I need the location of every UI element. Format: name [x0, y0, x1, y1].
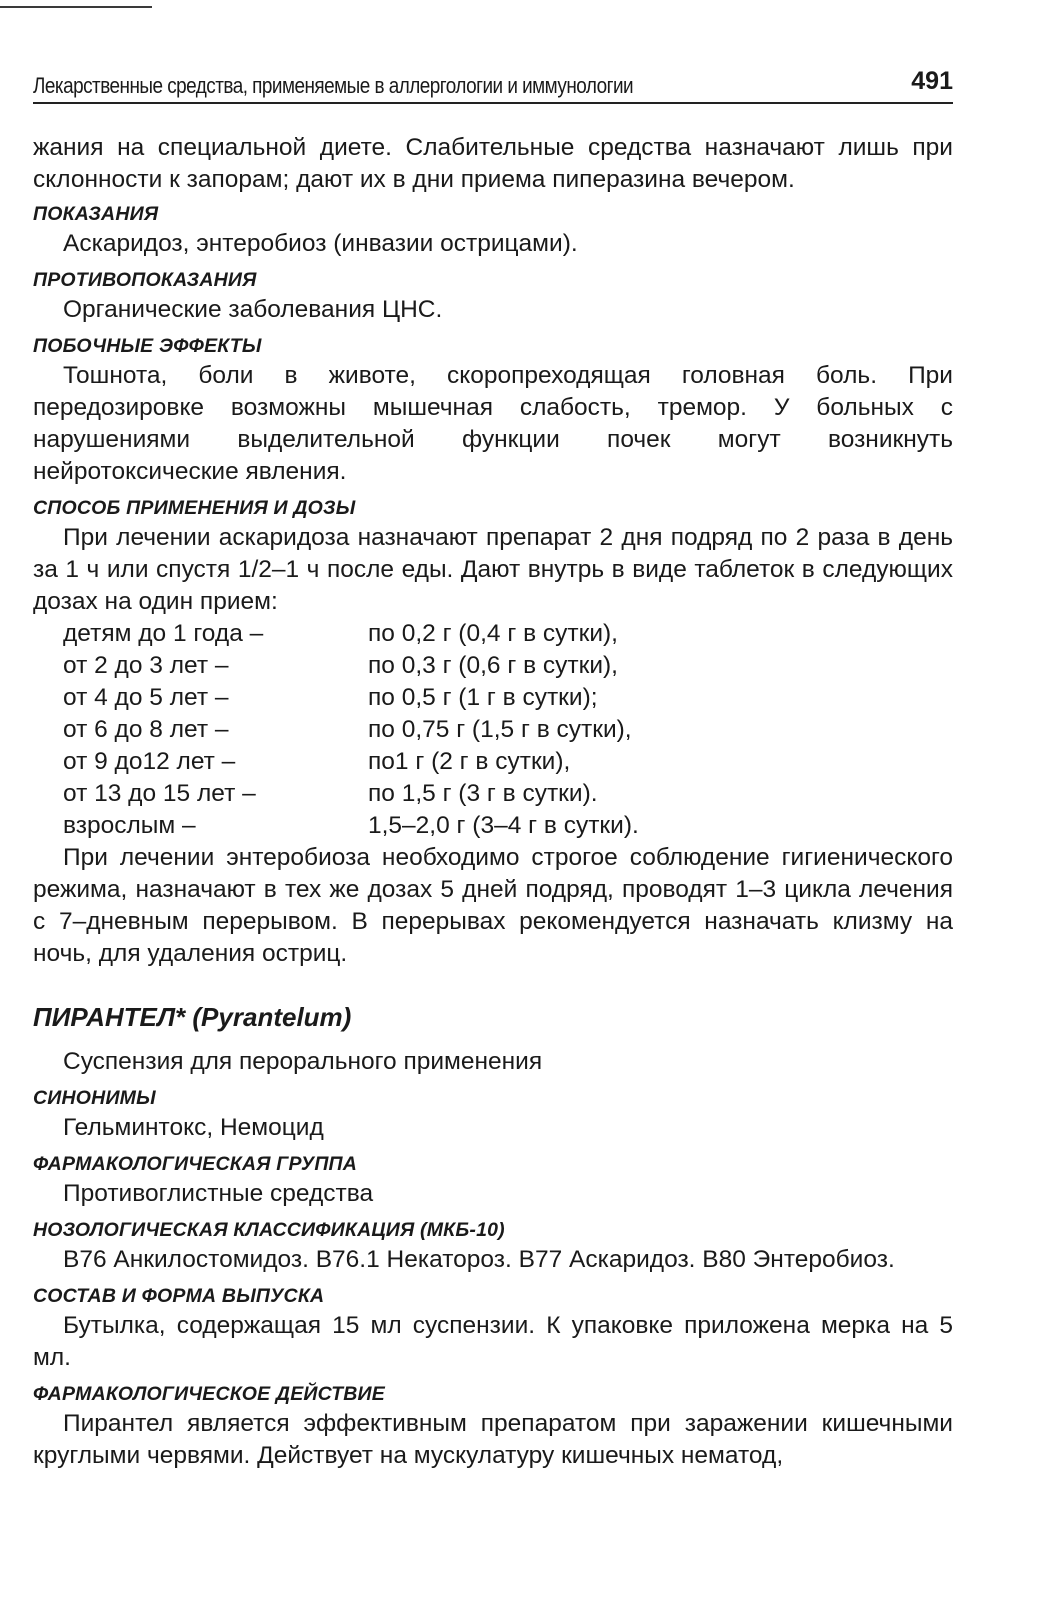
dose-row	[63, 618, 639, 650]
dose-age: детям до 1 года –	[63, 620, 264, 647]
drug-title: ПИРАНТЕЛ* (Pyrantelum)	[33, 1002, 352, 1032]
dose-value: по 1,5 г (3 г в сутки).	[368, 780, 598, 807]
dose-value: по 0,3 г (0,6 г в сутки),	[368, 652, 618, 679]
book-page	[33, 60, 953, 1472]
section-heading-nosology: НОЗОЛОГИЧЕСКАЯ КЛАССИФИКАЦИЯ (МКБ-10)	[33, 1219, 505, 1241]
dose-age: от 2 до 3 лет –	[63, 652, 229, 679]
section-text-nosology: B76 Анкилостомидоз. B76.1 Некатороз. B77 Аскаридоз. B80 Энтеробиоз.	[63, 1246, 895, 1273]
dose-value: по1 г (2 г в сутки),	[368, 748, 571, 775]
page-content	[33, 132, 953, 1472]
section-heading-synonyms: СИНОНИМЫ	[33, 1087, 156, 1109]
page-number: 491	[911, 67, 953, 95]
dose-value: 1,5–2,0 г (3–4 г в сутки).	[368, 812, 639, 839]
dose-age: от 13 до 15 лет –	[63, 780, 256, 807]
dose-row	[63, 714, 639, 746]
section-text-synonyms: Гельминтокс, Немоцид	[63, 1114, 324, 1141]
section-heading-indications: ПОКАЗАНИЯ	[33, 203, 159, 225]
intro-paragraph: жания на специальной диете. Слабительные средства назначают лишь при склонности к запорам; дают их в дни приема пиперазина вечером.	[33, 134, 953, 193]
drug-form: Суспензия для перорального применения	[63, 1048, 543, 1075]
dose-row	[63, 810, 639, 842]
dose-value: по 0,2 г (0,4 г в сутки),	[368, 620, 618, 647]
dose-row	[63, 778, 639, 810]
section-text-contraindications: Органические заболевания ЦНС.	[63, 296, 443, 323]
running-title: Лекарственные средства, применяемые в аллергологии и иммунологии	[33, 73, 634, 98]
section-heading-contraindications: ПРОТИВОПОКАЗАНИЯ	[33, 269, 257, 291]
top-rule	[0, 6, 152, 8]
dosage-outro: При лечении энтеробиоза необходимо строгое соблюдение гигиенического режима, назначают в тех же дозах 5 дней подряд, проводят 1–3 цикла лечения с 7–дневным перерывом. В перерывах рекомендуется назначать клизму на ночь, для удаления остриц.	[33, 844, 953, 967]
dose-age: от 6 до 8 лет –	[63, 716, 229, 743]
section-text-indications: Аскаридоз, энтеробиоз (инвазии острицами).	[63, 230, 578, 257]
dose-age: от 4 до 5 лет –	[63, 684, 229, 711]
dose-row	[63, 746, 639, 778]
dose-value: по 0,5 г (1 г в сутки);	[368, 684, 598, 711]
section-text-side-effects: Тошнота, боли в животе, скоропреходящая головная боль. При передозировке возможны мышечная слабость, тремор. У больных с нарушениями выделительной функции почек могут возникнуть нейротоксические явления.	[33, 362, 953, 485]
dose-table	[63, 618, 639, 842]
section-heading-side-effects: ПОБОЧНЫЕ ЭФФЕКТЫ	[33, 335, 262, 357]
dosage-intro: При лечении аскаридоза назначают препарат 2 дня подряд по 2 раза в день за 1 ч или спустя 1/2–1 ч после еды. Дают внутрь в виде таблеток в следующих дозах на один прием:	[33, 524, 953, 615]
section-heading-pharm-group: ФАРМАКОЛОГИЧЕСКАЯ ГРУППА	[33, 1153, 358, 1175]
dose-age: взрослым –	[63, 812, 196, 839]
section-heading-pharm-action: ФАРМАКОЛОГИЧЕСКОЕ ДЕЙСТВИЕ	[33, 1383, 385, 1405]
section-heading-dosage: СПОСОБ ПРИМЕНЕНИЯ И ДОЗЫ	[33, 497, 356, 519]
section-text-composition: Бутылка, содержащая 15 мл суспензии. К упаковке приложена мерка на 5 мл.	[33, 1312, 953, 1371]
section-text-pharm-action: Пирантел является эффективным препаратом при заражении кишечными круглыми червями. Действует на мускулатуру кишечных нематод,	[33, 1410, 953, 1469]
dose-row	[63, 650, 639, 682]
dose-row	[63, 682, 639, 714]
section-text-pharm-group: Противоглистные средства	[63, 1180, 374, 1207]
section-heading-composition: СОСТАВ И ФОРМА ВЫПУСКА	[33, 1285, 325, 1307]
dose-age: от 9 до12 лет –	[63, 748, 236, 775]
running-head	[33, 60, 953, 104]
dose-value: по 0,75 г (1,5 г в сутки),	[368, 716, 632, 743]
